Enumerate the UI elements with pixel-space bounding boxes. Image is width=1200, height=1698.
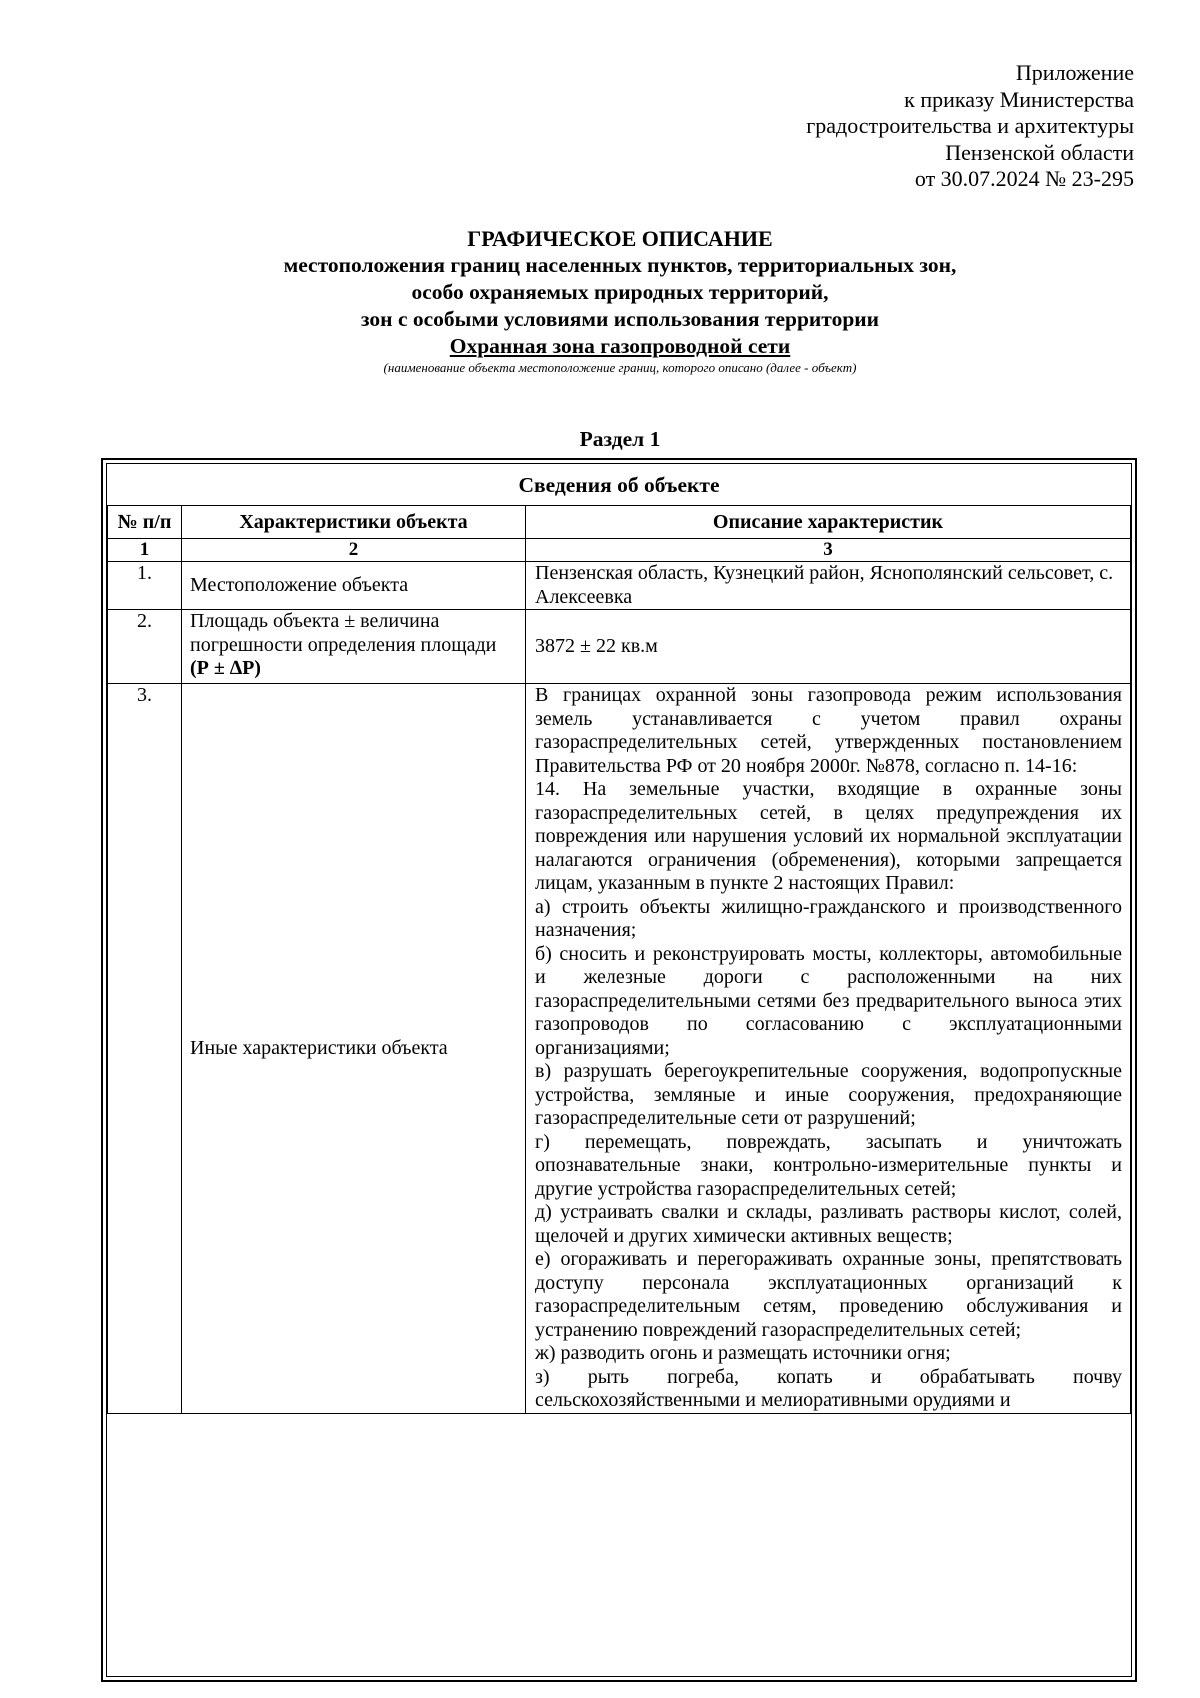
description-paragraph: 14. На земельные участки, входящие в охранные зоны газораспределительных сетей, в целях предупреждения их повреждения или нарушения условий их нормальной эксплуатации налагаются ограничения (обременения), которыми запрещается лицам, указанным в пункте 2 настоящих Правил: [535,778,1122,894]
row-number: 1. [108,562,182,610]
area-formula: (Р ± ∆Р) [190,657,261,679]
column-header-number: № п/п [108,506,182,539]
document-title: ГРАФИЧЕСКОЕ ОПИСАНИЕ [467,226,773,251]
description-paragraph: е) огораживать и перегораживать охранные зоны, препятствовать доступу персонала эксплуатационных организаций к газораспределительным сетям, проведению обслуживания и устранению повреждений газораспределительных сетей; [535,1248,1122,1341]
appendix-header [614,60,1134,193]
document-subtitle-line: зон с особыми условиями использования территории [360,307,880,331]
row-description-cell [526,684,1131,1414]
description-paragraph: в) разрушать берегоукрепительные сооружения, водопропускные устройства, земляные и иные сооружения, предохраняющие газораспределительные сети от разрушений; [535,1060,1122,1129]
row-description: Пензенская область, Кузнецкий район, Яснополянский сельсовет, с. Алексеевка [526,562,1131,610]
appendix-line: Пензенской области [945,139,1134,165]
column-number: 2 [182,539,526,562]
document-title-block [100,225,1140,376]
object-info-table-frame [101,458,1137,1682]
appendix-line: градостроительства и архитектуры [806,113,1134,138]
column-number: 1 [108,539,182,562]
table-row [108,562,1131,610]
appendix-order-date: от 30.07.2024 № 23-295 [914,166,1134,191]
row-characteristic: Иные характеристики объекта [182,684,526,1414]
object-info-table-inner-frame [106,463,1132,1677]
column-header-characteristic: Характеристики объекта [182,506,526,539]
description-paragraph: г) перемещать, повреждать, засыпать и уничтожать опознавательные знаки, контрольно-измерительные пункты и другие устройства газораспределительных сетей; [535,1130,1122,1200]
document-subtitle-line: местоположения границ населенных пунктов, территориальных зон, [283,253,957,277]
table-title: Сведения об объекте [108,464,1131,506]
row-number: 3. [108,684,182,1414]
description-paragraph: з) рыть погреба, копать и обрабатывать почву сельскохозяйственными и мелиоративными орудиями и [535,1365,1122,1411]
table-row [108,610,1131,684]
object-name: Охранная зона газопроводной сети [449,334,791,358]
description-paragraph: б) сносить и реконструировать мосты, коллекторы, автомобильные и железные дороги с расположенными на них газораспределительными сетями без предварительного выноса этих газопроводов по согласованию с эксплуатационными организациями; [535,942,1122,1059]
description-paragraph: В границах охранной зоны газопровода режим использования земель устанавливается с учетом правил охраны газораспределительных сетей, утвержденных постановлением Правительства РФ от 20 ноября 2000г. №878, согласно п. 14-16: [535,684,1122,777]
section-label: Раздел 1 [579,427,661,451]
row-characteristic: Местоположение объекта [182,562,526,610]
document-subtitle-line: особо охраняемых природных территорий, [411,280,829,304]
table-header-row [108,506,1131,539]
description-paragraph: а) строить объекты жилищно-гражданского и производственного назначения; [535,895,1122,941]
appendix-line: Приложение [1015,60,1134,85]
description-paragraph: ж) разводить огонь и размещать источники огня; [535,1342,951,1364]
row-characteristic: Площадь объекта ± величина погрешности определения площади [190,610,497,656]
object-info-table [107,464,1131,1414]
column-header-description: Описание характеристик [526,506,1131,539]
column-number-row [108,539,1131,562]
appendix-line: к приказу Министерства [904,86,1134,112]
row-number: 2. [108,610,182,684]
row-description: 3872 ± 22 кв.м [526,610,1131,684]
table-row [108,684,1131,1414]
object-name-hint: (наименование объекта местоположение границ, которого описано (далее - объект) [383,360,857,375]
row-characteristic-cell [182,610,526,684]
table-title-row [108,464,1131,506]
column-number: 3 [526,539,1131,562]
description-paragraph: д) устраивать свалки и склады, разливать растворы кислот, солей, щелочей и других химически активных веществ; [535,1201,1122,1247]
